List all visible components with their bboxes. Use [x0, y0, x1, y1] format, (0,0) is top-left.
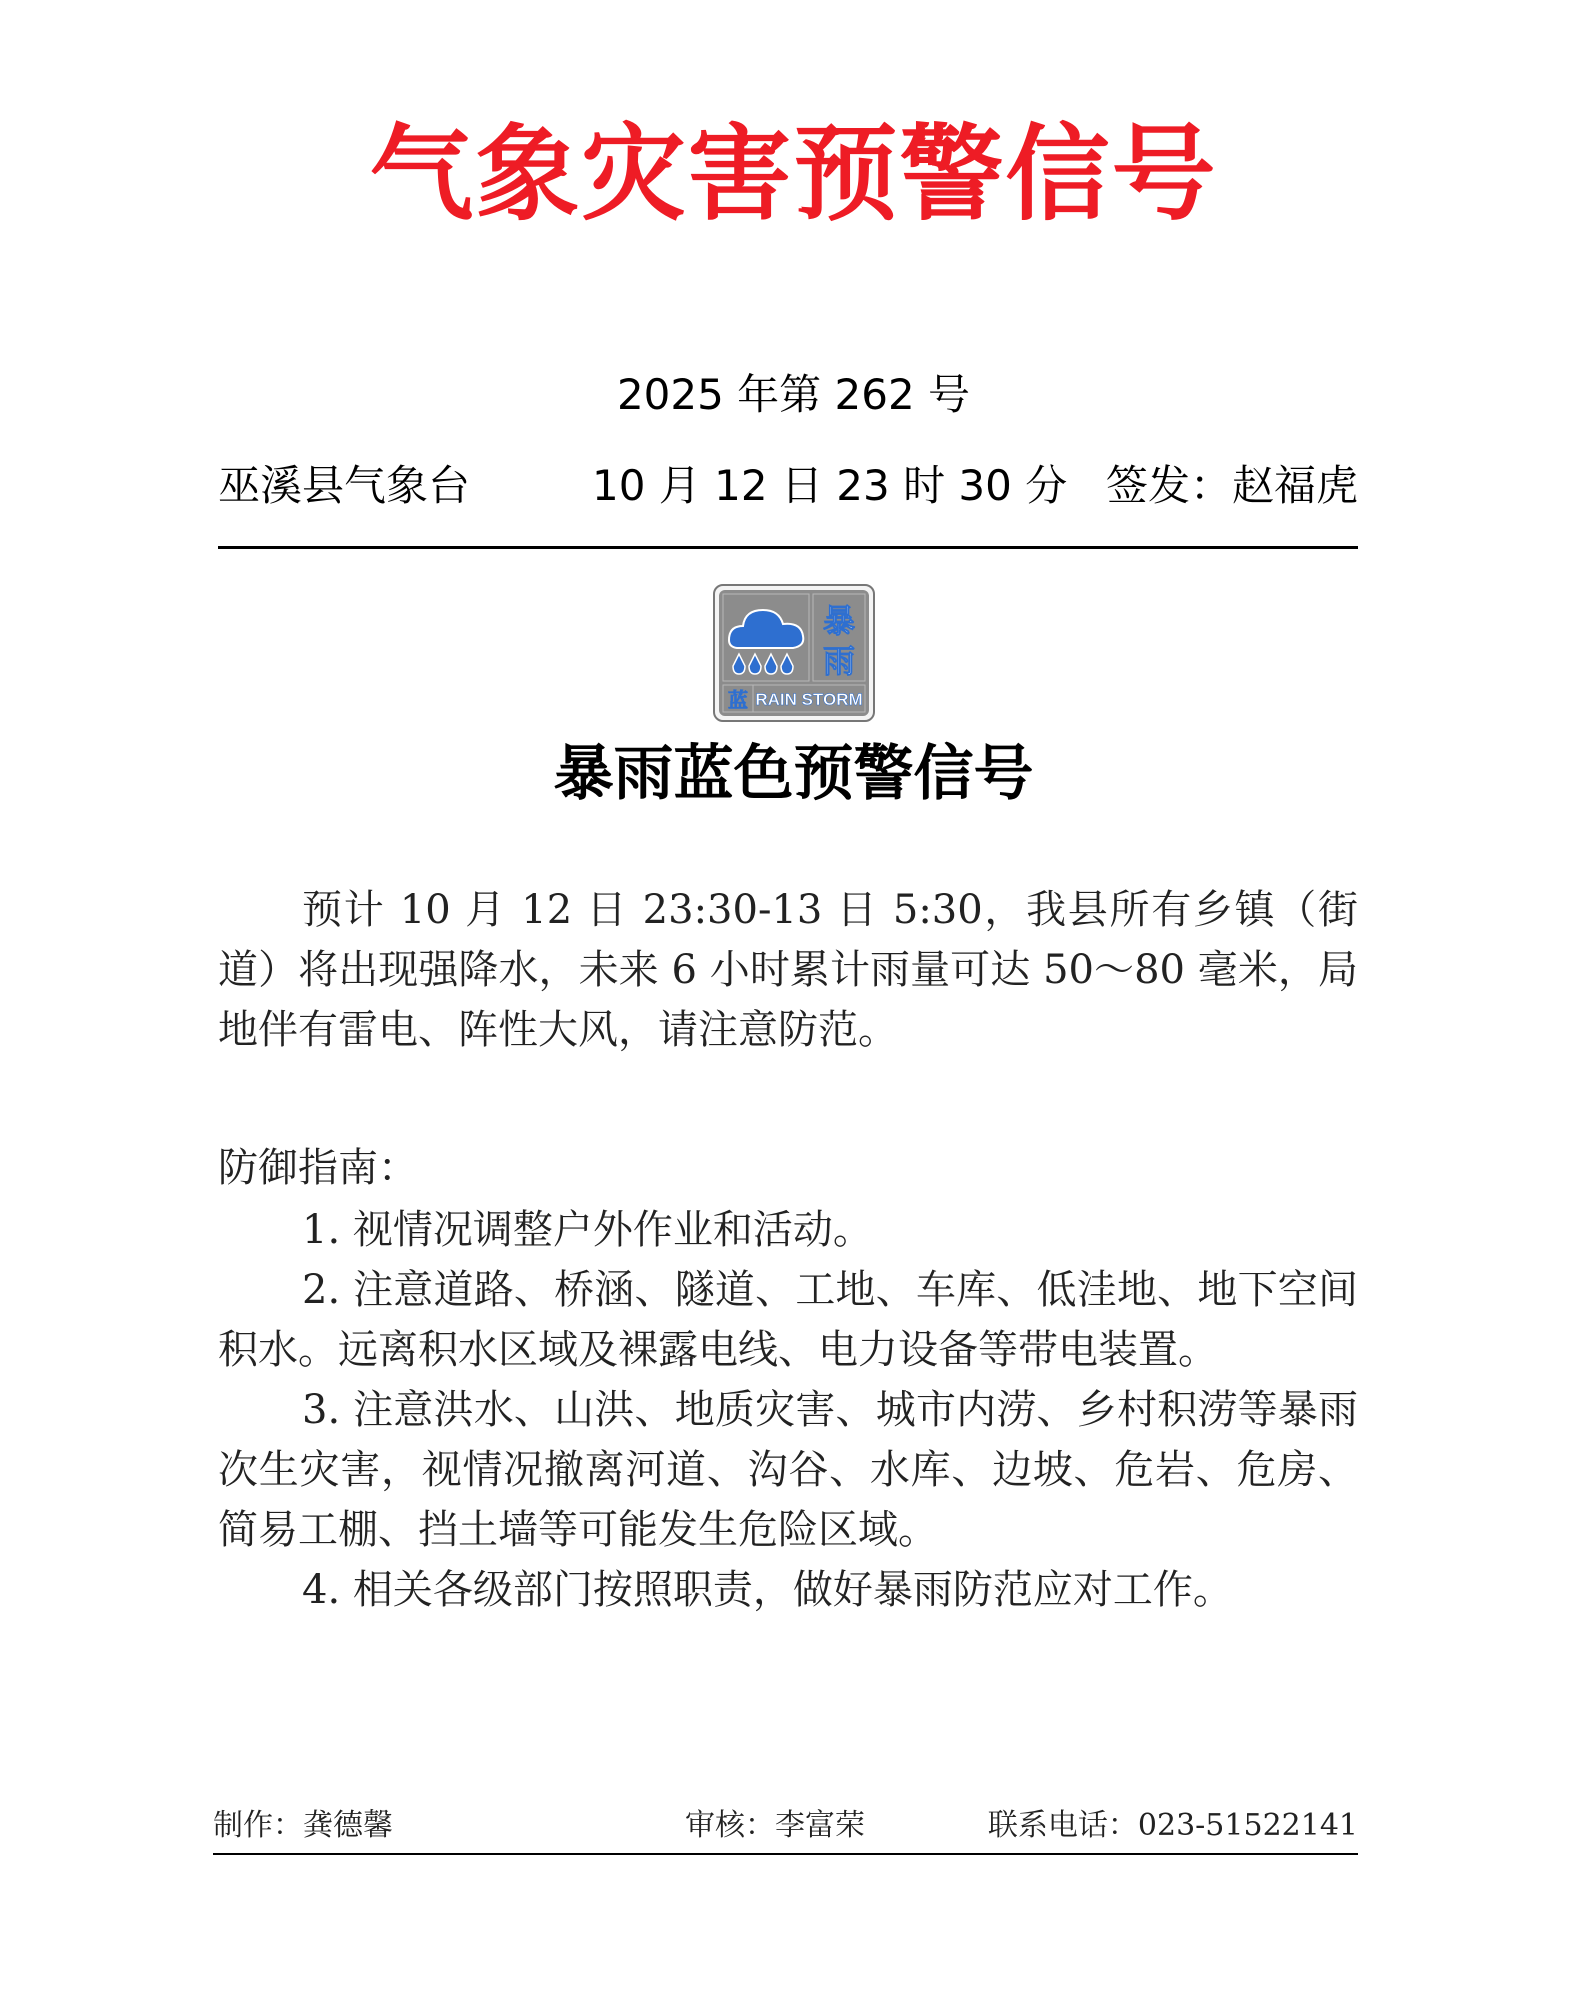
issuer: 巫溪县气象台: [218, 461, 471, 510]
guide-item: 1. 视情况调整户外作业和活动。: [302, 1207, 873, 1253]
guide-item: 3. 注意洪水、山洪、地质灾害、城市内涝、乡村积涝等暴雨次生灾害，视情况撤离河道、沟谷、水库、边坡、危岩、危房、简易工棚、挡土墙等可能发生危险区域。: [218, 1387, 1358, 1553]
issue-time: 10 月 12 日 23 时 30 分: [592, 461, 1068, 510]
level-char: 蓝: [728, 688, 748, 712]
header-divider: [218, 546, 1358, 549]
footer-reviewer: 审核：李富荣: [685, 1808, 865, 1843]
guide-item: 4. 相关各级部门按照职责，做好暴雨防范应对工作。: [302, 1567, 1233, 1613]
signal-title: 暴雨蓝色预警信号: [553, 739, 1034, 809]
signer: 签发：赵福虎: [1105, 461, 1358, 510]
footer-maker: 制作：龚德馨: [213, 1808, 393, 1843]
badge-char-1: 暴: [822, 602, 856, 640]
document-title: 气象灾害预警信号: [369, 112, 1218, 235]
issue-meta-row: [218, 460, 1358, 512]
footer-phone: 联系电话：023-51522141: [987, 1808, 1358, 1843]
badge-text: RAIN STORM: [755, 690, 863, 709]
footer-divider: [213, 1853, 1358, 1855]
forecast-paragraph: 预计 10 月 12 日 23:30-13 日 5:30，我县所有乡镇（街道）将出现强降水，未来 6 小时累计雨量可达 50～80 毫米，局地伴有雷电、阵性大风，请注意防范。: [218, 887, 1358, 1053]
rainstorm-blue-signal-icon: [713, 584, 875, 722]
guide-item: 2. 注意道路、桥涵、隧道、工地、车库、低洼地、地下空间积水。远离积水区域及裸露电线、电力设备等带电装置。: [218, 1267, 1358, 1373]
guide-list: [218, 1200, 1358, 1620]
badge-char-2: 雨: [822, 642, 856, 680]
issue-number: 2025 年第 262 号: [616, 370, 971, 419]
guide-heading: 防御指南：: [218, 1145, 418, 1191]
footer-row: [213, 1806, 1358, 1846]
